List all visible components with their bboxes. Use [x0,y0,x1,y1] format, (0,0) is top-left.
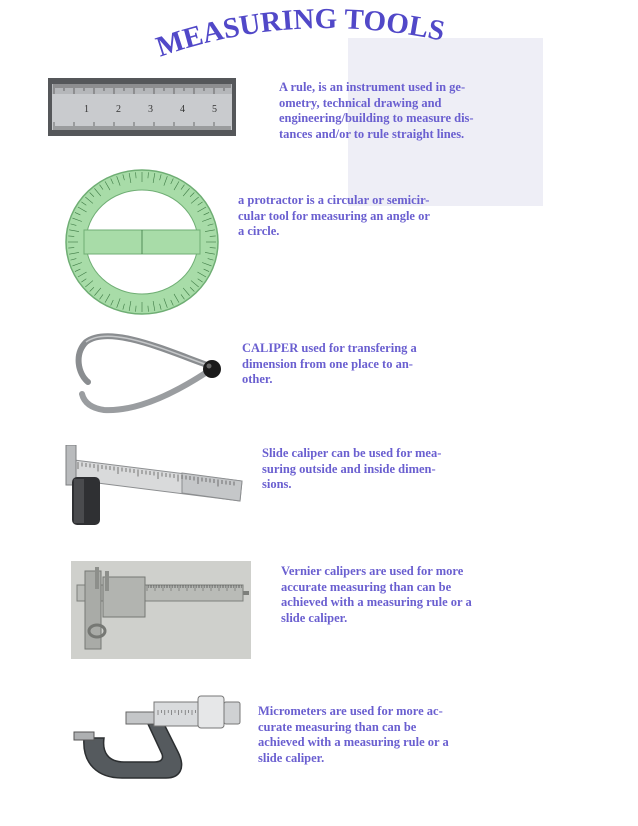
micrometer-image [68,676,246,786]
slide-caliper-image [62,445,244,527]
vernier-caliper-description: Vernier calipers are used for more accurate measuring than can be achieved with a measuring rule or a slide caliper. [281,564,472,625]
slide-caliper-description: Slide caliper can be used for mea- suring outside and inside dimen- sions. [262,446,442,491]
rule-number: 2 [116,104,121,115]
protractor-description: a protractor is a circular or semicir- cular tool for measuring an angle or a circle. [238,193,430,238]
steel-rule-image [48,78,236,136]
vernier-caliper-image [71,561,251,659]
page-title-text: MEASURING TOOLS [152,3,448,64]
rule-description: A rule, is an instrument used in ge- ometry, technical drawing and engineering/building to measure dis- tances and/or to rule straight lines. [279,80,474,141]
caliper-description: CALIPER used for transfering a dimension from one place to an- other. [242,341,417,386]
protractor-image [64,168,220,316]
micrometer-description: Micrometers are used for more ac- curate measuring than can be achieved with a measuring rule or a slide caliper. [258,704,449,765]
page-title [152,3,458,64]
rule-number: 3 [148,104,153,115]
rule-number: 5 [212,104,217,115]
caliper-image [70,322,230,418]
rule-number: 4 [180,104,185,115]
svg-text:MEASURING TOOLS [152,3,447,63]
rule-number: 1 [84,104,89,115]
